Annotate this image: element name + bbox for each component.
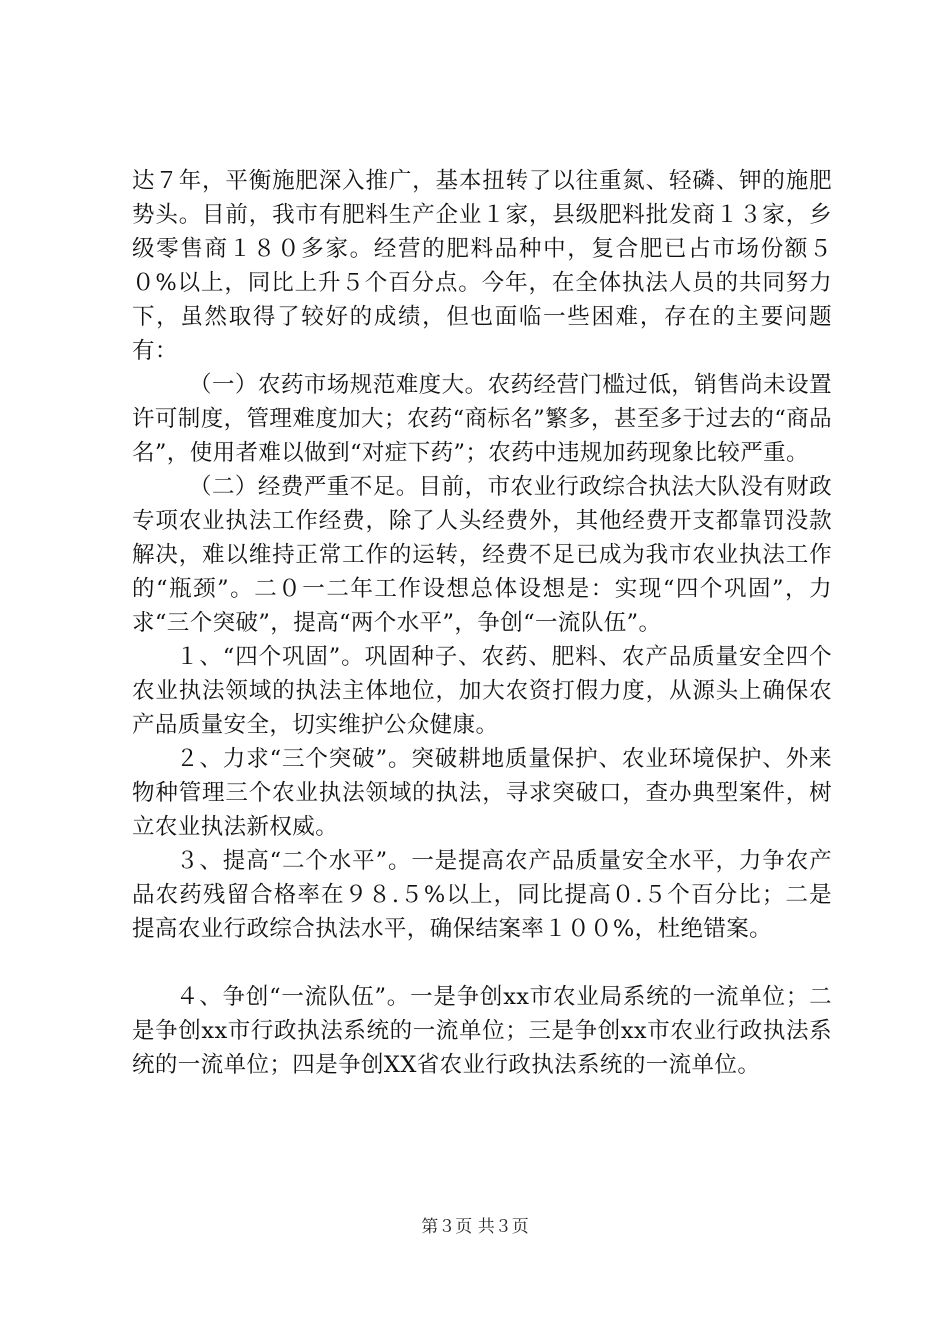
paragraph-plan-4: ４、争创“一流队伍”。一是争创xx市农业局系统的一流单位；二是争创xx市行政执法系统的一流单位；三是争创xx市农业行政执法系统的一流单位；四是争创XX省农业行政执法系统的一流单位。 (132, 984, 832, 1078)
paragraph-plan-2: ２、力求“三个突破”。突破耕地质量保护、农业环境保护、外来物种管理三个农业执法领域的执法，寻求突破口，查办典型案件，树立农业执法新权威。 (132, 746, 832, 840)
paragraph-plan-3: ３、提高“二个水平”。一是提高农产品质量安全水平，力争农产品农药残留合格率在９８.５%以上，同比提高０.５个百分比；二是提高农业行政综合执法水平，确保结案率１００%，杜绝错案。 (132, 848, 832, 942)
paragraph-intro: 达７年，平衡施肥深入推广，基本扭转了以往重氮、轻磷、钾的施肥势头。目前，我市有肥料生产企业１家，县级肥料批发商１３家，乡级零售商１８０多家。经营的肥料品种中，复合肥已占市场份额５０%以上，同比上升５个百分点。今年，在全体执法人员的共同努力下，虽然取得了较好的成绩，但也面临一些困难，存在的主要问题有： (132, 168, 832, 364)
paragraph-problem-1: （一）农药市场规范难度大。农药经营门槛过低，销售尚未设置许可制度，管理难度加大；农药“商标名”繁多，甚至多于过去的“商品名”，使用者难以做到“对症下药”；农药中违规加药现象比较严重。 (132, 372, 832, 466)
paragraph-problem-2: （二）经费严重不足。目前，市农业行政综合执法大队没有财政专项农业执法工作经费，除了人头经费外，其他经费开支都靠罚没款解决，难以维持正常工作的运转，经费不足已成为我市农业执法工作的“瓶颈”。二０一二年工作设想总体设想是：实现“四个巩固”，力求“三个突破”，提高“两个水平”，争创“一流队伍”。 (132, 474, 832, 636)
paragraph-plan-1: １、“四个巩固”。巩固种子、农药、肥料、农产品质量安全四个农业执法领域的执法主体地位，加大农资打假力度，从源头上确保农产品质量安全，切实维护公众健康。 (132, 644, 832, 738)
document-body (132, 164, 832, 1082)
page-number-footer: 第３页 共３页 (421, 1217, 529, 1237)
